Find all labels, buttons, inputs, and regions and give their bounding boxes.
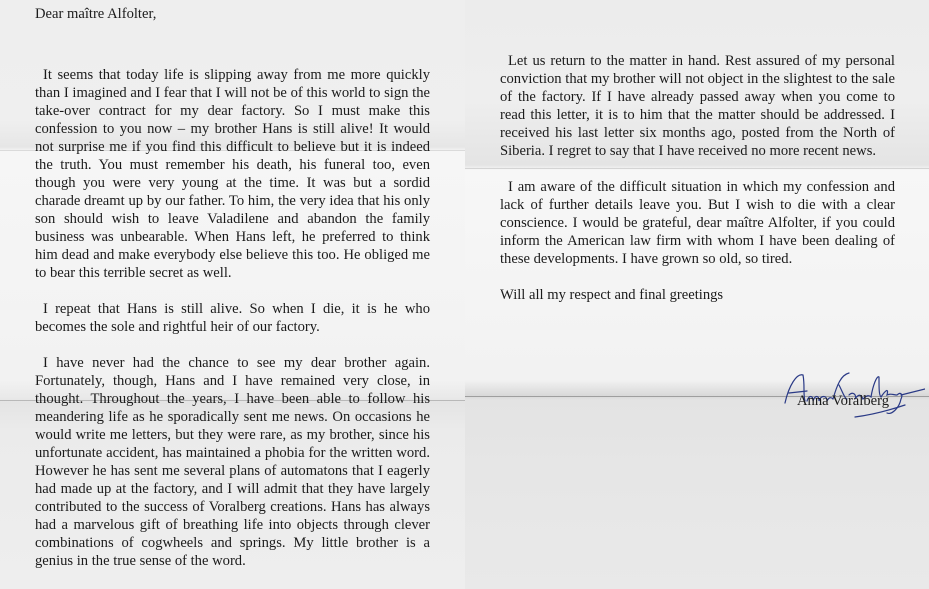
letter-paragraph: I have never had the chance to see my dear brother again. Fortunately, though, Hans and I have remained very close, in thought. Throughout the years, I have been able to follow his meandering life as he sporadically sent me news. On occasions he would write me letters, but they were rare, as my brother, since his unfortunate accident, has maintained a phobia for the written word. However he has sent me several plans of automatons that I eagerly had made up at the factory, and I will admit that they have largely contributed to the success of Voralberg creations. Hans has always had a marvelous gift of breathing life into objects through clever combinations of cogwheels and springs. My little brother is a genius in the true sense of the word. <box>35 355 430 569</box>
letter-paragraph: I repeat that Hans is still alive. So when I die, it is he who becomes the sole and rightful heir of our factory. <box>35 301 430 335</box>
letter-page-right <box>465 0 929 589</box>
signature-name: Anna Voralberg <box>797 393 890 409</box>
fold-crease <box>465 168 929 169</box>
letter-closing: Will all my respect and final greetings <box>500 287 724 303</box>
letter-paragraph: I am aware of the difficult situation in which my confession and lack of further details leave you. But I wish to die with a clear conscience. I would be grateful, dear maître Alfolter, if you could inform the American law firm with whom I have been dealing of these developments. I have grown so old, so tired. <box>500 179 895 267</box>
letter-salutation: Dear maître Alfolter, <box>35 6 157 22</box>
letter-paragraph: It seems that today life is slipping away from me more quickly than I imagined and I fear that I will not be of this world to sign the take-over contract for my dear factory. So I must make this confession to you now – my brother Hans is still alive! It would not surprise me if you find this difficult to believe but it is indeed the truth. You must remember his death, his funeral too, even though you were very young at the time. It was but a sordid charade dreamt up by our father. To him, the very idea that his only son should wish to leave Valadilene and abandon the family business was unbearable. When Hans left, he preferred to think him dead and make everybody else believe this too. He obliged me to bear this terrible secret as well. <box>35 67 430 281</box>
letter-paragraph: Let us return to the matter in hand. Rest assured of my personal conviction that my brother will not object in the slightest to the sale of the factory. If I have already passed away when you come to read this letter, it is to him that the matter should be addressed. I received his last letter six months ago, posted from the North of Siberia. I regret to say that I have received no more recent news. <box>500 53 895 159</box>
